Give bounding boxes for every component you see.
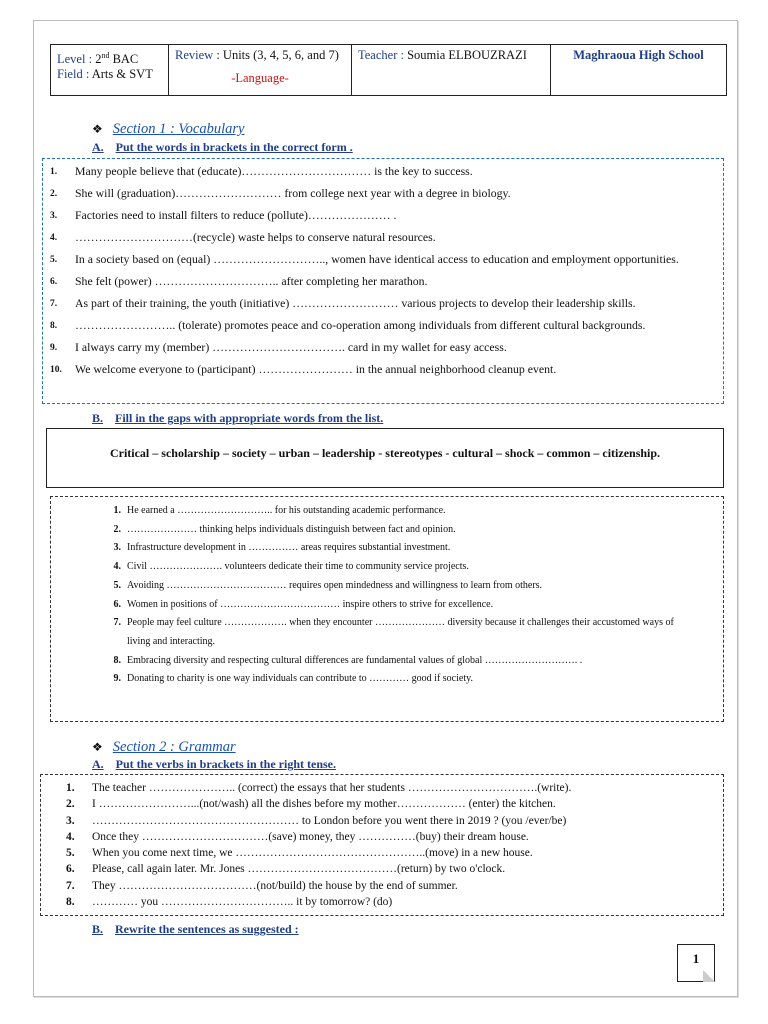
item-text: As part of their training, the youth (initiative) ……………………… various projects to develop their leadership skills. <box>75 296 636 310</box>
item-number: 8. <box>50 321 58 331</box>
item-number: 2. <box>113 523 121 535</box>
item-text: I ……………………...(not/wash) all the dishes before my mother……………… (enter) the kitchen. <box>92 798 556 811</box>
item-number: 4. <box>113 561 121 573</box>
list-item <box>50 362 718 378</box>
item-text: Civil …………………. volunteers dedicate their time to community service projects. <box>127 561 469 573</box>
section2-title <box>92 739 236 756</box>
list-item <box>50 230 718 246</box>
teacher-value: Soumia ELBOUZRAZI <box>407 48 527 62</box>
list-item <box>96 558 696 577</box>
word-list-box <box>46 428 724 488</box>
field-value: Arts & SVT <box>91 67 153 82</box>
item-text: ………… you …………………………….. it by tomorrow? (do) <box>92 896 393 909</box>
item-text: ……………………………………………… to London before you went there in 2019 ? (you /ever/be) <box>92 814 567 827</box>
section1-bullet: ❖ <box>92 122 103 136</box>
section2-title-text: Section 2 : Grammar <box>112 739 236 755</box>
list-item <box>66 829 716 845</box>
level-cell <box>51 45 169 95</box>
page-fold-corner <box>703 970 715 982</box>
section2-b-title: Rewrite the sentences as suggested : <box>115 922 299 936</box>
section1-a-title: Put the words in brackets in the correct form . <box>115 140 353 154</box>
list-item <box>96 521 696 540</box>
list-item <box>96 652 696 671</box>
list-item <box>66 813 716 829</box>
item-text: Avoiding ……………………………… requires open mindedness and willingness to learn from others. <box>127 579 543 591</box>
section2-bullet: ❖ <box>92 740 103 754</box>
item-text: Please, call again later. Mr. Jones …………………………………(return) by two o'clock. <box>92 863 506 876</box>
section1-title-text: Section 1 : Vocabulary <box>112 121 245 137</box>
section1-a-heading <box>92 140 353 155</box>
list-item <box>66 894 716 910</box>
item-text: Once they ……………………………(save) money, they ……………(buy) their dream house. <box>92 830 529 843</box>
list-item <box>66 796 716 812</box>
item-number: 9. <box>50 343 58 353</box>
list-item <box>50 186 718 202</box>
section2-a-heading <box>92 757 336 772</box>
review-label: Review <box>175 48 214 62</box>
list-item <box>96 670 696 689</box>
teacher-cell <box>352 45 551 95</box>
list-item <box>50 296 718 312</box>
header-table <box>50 44 727 96</box>
item-number: 3. <box>50 211 58 221</box>
list-item <box>50 318 718 334</box>
section1-title <box>92 121 244 138</box>
list-item <box>50 274 718 290</box>
list-item <box>66 845 716 861</box>
level-rest: BAC <box>112 52 139 67</box>
list-item <box>50 208 718 224</box>
section1-b-list <box>96 502 696 689</box>
list-item <box>96 577 696 596</box>
item-number: 3. <box>113 542 121 554</box>
section2-b-heading <box>92 922 299 937</box>
list-item <box>50 340 718 356</box>
item-number: 4. <box>66 830 75 843</box>
school-cell: Maghraoua High School <box>573 48 704 62</box>
item-text: The teacher ………………….. (correct) the essays that her students …………………………….(write). <box>92 782 572 794</box>
item-text: Donating to charity is one way individuals can contribute to ………… good if society. <box>127 673 473 685</box>
list-item <box>50 252 718 268</box>
item-number: 5. <box>66 847 75 860</box>
item-number: 4. <box>50 233 58 243</box>
field-label: Field : <box>57 67 90 82</box>
item-text: She felt (power) ………………………….. after completing her marathon. <box>75 274 428 288</box>
item-number: 3. <box>66 814 75 827</box>
section1-b-letter: B. <box>92 411 104 425</box>
item-number: 6. <box>66 863 75 876</box>
level-num: 2 <box>95 52 102 67</box>
item-number: 7. <box>50 299 58 309</box>
section1-b-heading <box>92 411 383 426</box>
section2-a-letter: A. <box>92 757 104 771</box>
list-item <box>96 539 696 558</box>
item-number: 8. <box>113 654 121 666</box>
page-number-box <box>677 944 715 982</box>
review-sub: -Language- <box>231 71 289 85</box>
item-text: Many people believe that (educate)…………………………… is the key to success. <box>75 164 473 178</box>
item-number: 10. <box>50 365 62 375</box>
item-text: She will (graduation)……………………… from college next year with a degree in biology. <box>75 186 511 200</box>
item-text: …………………….. (tolerate) promotes peace and co-operation among individuals from different cultural backgrounds. <box>75 318 646 332</box>
item-number: 1. <box>50 167 58 177</box>
item-text: Embracing diversity and respecting cultural differences are fundamental values of global ………………………. . <box>127 654 583 666</box>
item-text: They ………………………………(not/build) the house by the end of summer. <box>92 879 458 892</box>
item-text: ………………… thinking helps individuals distinguish between fact and opinion. <box>127 523 456 535</box>
item-text: …………………………(recycle) waste helps to conserve natural resources. <box>75 230 436 244</box>
level-label: Level : <box>57 52 93 67</box>
level-sup: nd <box>101 51 110 60</box>
section2-a-list <box>66 780 716 910</box>
item-text: He earned a ……………………….. for his outstanding academic performance. <box>127 505 446 516</box>
review-cell <box>169 45 352 95</box>
review-value: : Units (3, 4, 5, 6, and 7) <box>216 48 339 62</box>
word-list: Critical – scholarship – society – urban – leadership - stereotypes - cultural – shock – common – citizenship. <box>109 446 661 460</box>
list-item <box>96 502 696 521</box>
item-number: 5. <box>50 255 58 265</box>
section2-b-letter: B. <box>92 922 104 936</box>
item-text: We welcome everyone to (participant) …………………… in the annual neighborhood cleanup event. <box>75 362 557 376</box>
item-number: 2. <box>50 189 58 199</box>
item-text: I always carry my (member) ……………………………. card in my wallet for easy access. <box>75 340 507 354</box>
item-number: 6. <box>50 277 58 287</box>
item-number: 9. <box>113 673 121 685</box>
item-text: In a society based on (equal) ……………………….., women have identical access to education and employment opportunities. <box>75 252 679 266</box>
section2-a-title: Put the verbs in brackets in the right tense. <box>115 757 336 771</box>
item-number: 2. <box>66 798 75 811</box>
section1-a-letter: A. <box>92 140 104 154</box>
item-number: 7. <box>66 879 75 892</box>
item-text: Factories need to install filters to reduce (pollute)………………… . <box>75 208 397 222</box>
teacher-label: Teacher : <box>358 48 404 62</box>
list-item <box>66 878 716 894</box>
page-number: 1 <box>692 951 700 966</box>
item-number: 5. <box>113 579 121 591</box>
item-number: 8. <box>66 896 75 909</box>
item-text: Infrastructure development in …………… areas requires substantial investment. <box>127 542 451 554</box>
item-number: 1. <box>113 505 121 516</box>
list-item <box>66 861 716 877</box>
list-item <box>50 164 718 180</box>
section1-b-title: Fill in the gaps with appropriate words from the list. <box>115 411 384 425</box>
item-number: 7. <box>113 617 121 629</box>
item-number: 6. <box>113 598 121 610</box>
item-text: When you come next time, we …………………………………………..(move) in a new house. <box>92 847 533 860</box>
list-item <box>96 596 696 615</box>
list-item <box>96 614 696 651</box>
item-text: Women in positions of ……………………………… inspire others to strive for excellence. <box>127 598 494 610</box>
item-number: 1. <box>66 782 75 794</box>
list-item <box>66 780 716 796</box>
section1-a-list <box>50 164 718 384</box>
item-text: People may feel culture ………………. when they encounter ………………… diversity because it challenges their accustomed ways of living and interacting. <box>127 617 674 647</box>
